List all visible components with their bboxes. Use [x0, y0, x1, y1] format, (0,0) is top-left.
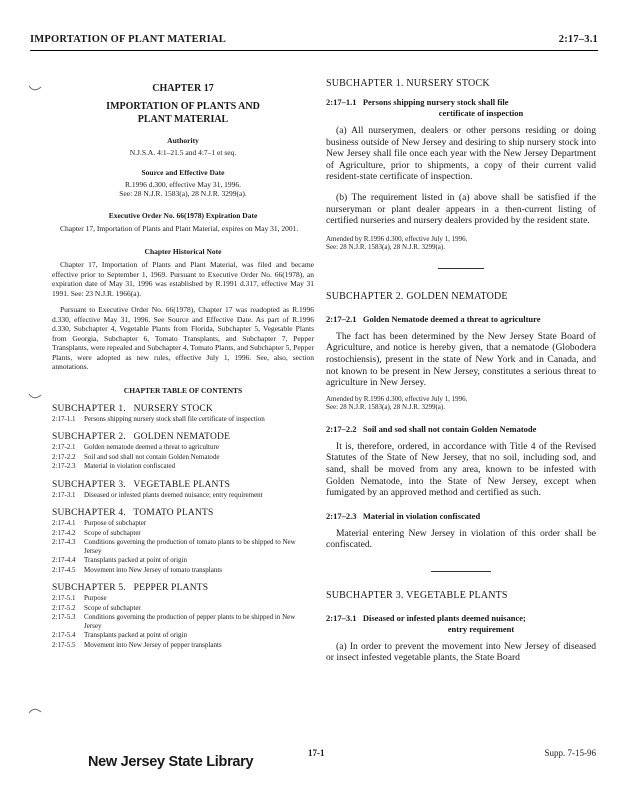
toc-entry	[52, 462, 314, 471]
section-title: Soil and sod shall not contain Golden Nematode	[362, 423, 537, 434]
toc-entry-number: 2:17-2.3	[52, 462, 76, 470]
toc-entry	[52, 538, 314, 555]
section-number: 2:17–3.1	[326, 612, 357, 623]
historical-note-heading: Chapter Historical Note	[144, 247, 222, 256]
toc-entry	[52, 594, 314, 603]
historical-note-p2: Pursuant to Executive Order No. 66(1978), Chapter 17 was readopted as R.1996 d.330, effective May 31, 1996. See Source and Effective Date. As part of R.1996 d.330, Subchapter 4, Vegetable Plants from Florida, Subchapter 5, Vegetable Plants from Georgia, Subchapter 6, Tomato Transplants, and Subchapter 7, Pepper Transplants, were repealed and Subchapter 4, Tomato Plants, and Subchapter 5, Pepper Plants, were adopted as new rules, effective July 1, 1996. See, also, section annotations.	[52, 305, 314, 371]
amendment-line-1: Amended by R.1996 d.300, effective July 1, 1996.	[326, 234, 468, 243]
section-number: 2:17–1.1	[326, 97, 357, 107]
toc-entry-title: Material in violation confiscated	[84, 462, 176, 470]
library-stamp: New Jersey State Library	[88, 754, 254, 770]
section-number: 2:17–2.2	[326, 423, 357, 434]
section-title: Persons shipping nursery stock shall file	[362, 97, 509, 107]
toc-entry-number: 2:17-3.1	[52, 490, 76, 499]
toc-entry-number: 2:17-1.1	[52, 414, 76, 423]
toc-entry	[52, 529, 314, 538]
left-column	[52, 78, 314, 649]
supplement-date: Supp. 7-15-96	[544, 748, 596, 758]
toc-entry-number: 2:17-2.2	[52, 452, 76, 461]
toc-heading: CHAPTER TABLE OF CONTENTS	[123, 385, 243, 395]
toc-entry-number: 2:17-4.1	[52, 519, 76, 527]
toc-entry-title: Persons shipping nursery stock shall file certificate of inspection	[84, 414, 265, 423]
toc-entry-number: 2:17-5.5	[52, 640, 76, 649]
page-number: 17-1	[308, 748, 325, 758]
toc-entry	[52, 631, 314, 640]
binder-mark-icon	[28, 84, 42, 94]
toc-subchapter-heading: SUBCHAPTER 4. TOMATO PLANTS	[52, 508, 214, 518]
section-title-cont: certificate of inspection	[438, 108, 524, 118]
toc-entry	[52, 613, 314, 630]
binder-mark-icon	[28, 706, 42, 716]
toc-subchapter-heading: SUBCHAPTER 3. VEGETABLE PLANTS	[52, 479, 231, 490]
amendment-line-2: See: 28 N.J.R. 1583(a), 28 N.J.R. 3299(a).	[326, 243, 445, 252]
source-text-2: See: 28 N.J.R. 1583(a), 28 N.J.R. 3299(a).	[119, 189, 247, 198]
toc-entry-title: Scope of subchapter	[84, 603, 141, 612]
toc-entry-title: Diseased or infested plants deemed nuisance; entry requirement	[84, 490, 263, 499]
toc-subchapter-heading: SUBCHAPTER 1. NURSERY STOCK	[52, 403, 214, 414]
authority-text: N.J.S.A. 4:1–21.5 and 4:7–1 et seq.	[129, 148, 237, 157]
section-2-17-1-1-a: (a) All nurserymen, dealers or other persons residing or doing business outside of New Jersey and desiring to ship nursery stock into New Jersey shall file once each year with the New Jersey Department of Agriculture, prior to shipments, a copy of their current valid resident-state certificate of inspection.	[326, 125, 596, 183]
toc-entry-number: 2:17-4.2	[52, 528, 76, 537]
historical-note-p1: Chapter 17, Importation of Plants and Plant Material, was filed and became effective prior to September 1, 1969. Pursuant to Executive Order No. 66(1978), an expiration date of May 31, 1996 was established by R.1991 d.317, effective May 31 1991. See: 23 N.J.R. 1966(a).	[52, 260, 314, 298]
toc-entry	[52, 443, 314, 452]
toc-subchapter-heading: SUBCHAPTER 5. PEPPER PLANTS	[52, 583, 209, 593]
authority-heading: Authority	[167, 136, 199, 145]
amendment-note	[326, 235, 596, 252]
section-divider	[431, 571, 491, 572]
header-title: IMPORTATION OF PLANT MATERIAL	[30, 34, 226, 45]
toc-subchapter-heading: SUBCHAPTER 2. GOLDEN NEMATODE	[52, 432, 231, 442]
source-text-1: R.1996 d.300, effective May 31, 1996.	[124, 179, 242, 189]
right-column	[326, 78, 596, 664]
source-heading: Source and Effective Date	[141, 167, 225, 177]
toc-entry-title: Transplants packed at point of origin	[84, 631, 187, 639]
toc-entry-title: Purpose	[84, 594, 107, 602]
toc-entry-number: 2:17-4.3	[52, 538, 76, 546]
section-2-17-2-2-text: It is, therefore, ordered, in accordance with Title 4 of the Revised Statutes of the State of New Jersey, that no soil, including sod, and sand, shall be moved from any area, known to be infested with Golden Nematode, into the State of New Jersey, except when fumigated by an approved method and certified as such.	[326, 440, 596, 499]
toc-entry-title: Golden nematode deemed a threat to agriculture	[84, 443, 219, 451]
toc-entry	[52, 604, 314, 613]
toc-entry-title: Transplants packed at point of origin	[84, 556, 187, 564]
section-2-17-2-3-text: Material entering New Jersey in violation of this order shall be confiscated.	[326, 527, 596, 551]
toc-entry-number: 2:17-4.5	[52, 565, 76, 574]
section-title: Material in violation confiscated	[362, 510, 481, 521]
section-2-17-1-1-heading	[326, 97, 596, 108]
toc-entry	[52, 556, 314, 565]
eo-heading: Executive Order No. 66(1978) Expiration Date	[108, 210, 258, 220]
table-of-contents	[52, 404, 314, 650]
toc-entry	[52, 519, 314, 528]
amendment-line-2: See: 28 N.J.R. 1583(a), 28 N.J.R. 3299(a).	[326, 403, 445, 412]
header-section-range: 2:17–3.1	[558, 34, 598, 45]
toc-entry-title: Conditions governing the production of pepper plants to be shipped in New Jersey	[84, 613, 296, 630]
toc-entry	[52, 453, 314, 462]
subchapter-3-heading: SUBCHAPTER 3. VEGETABLE PLANTS	[326, 589, 508, 601]
toc-entry-number: 2:17-2.1	[52, 443, 76, 451]
section-divider	[438, 268, 484, 269]
toc-entry	[52, 566, 314, 575]
section-title: Golden Nematode deemed a threat to agriculture	[362, 313, 541, 324]
toc-entry-title: Purpose of subchapter	[84, 519, 147, 527]
toc-entry	[52, 641, 314, 650]
toc-entry-number: 2:17-5.3	[52, 613, 76, 621]
toc-entry-title: Conditions governing the production of tomato plants to be shipped to New Jersey	[84, 538, 296, 555]
toc-entry	[52, 415, 314, 424]
section-2-17-2-1-text: The fact has been determined by the New Jersey State Board of Agriculture, and notice is hereby given, that a nematode (Globodera rostochiensis), present in the state of New York and in Canada, and not known to be present in New Jersey, constitutes a serious threat to agriculture in New Jersey.	[326, 330, 596, 389]
toc-entry-number: 2:17-5.2	[52, 603, 76, 612]
section-2-17-2-3-heading	[326, 511, 596, 522]
toc-entry-title: Soil and sod shall not contain Golden Nematode	[84, 452, 220, 461]
section-2-17-3-1-a: (a) In order to prevent the movement into New Jersey of diseased or insect infested vegetable plants, the State Board	[326, 640, 596, 664]
section-2-17-2-1-heading	[326, 314, 596, 325]
toc-entry-number: 2:17-5.1	[52, 594, 76, 602]
subchapter-2-heading: SUBCHAPTER 2. GOLDEN NEMATODE	[326, 290, 508, 302]
toc-entry	[52, 491, 314, 500]
section-2-17-1-1-b: (b) The requirement listed in (a) above shall be satisfied if the nurseryman or plant dealer appears in a then-current listing of certified nurseries and nursery dealers provided by the resident state.	[326, 191, 596, 227]
section-title-cont: entry requirement	[447, 623, 515, 634]
amendment-note	[326, 395, 596, 412]
running-header	[30, 34, 598, 51]
eo-text: Chapter 17, Importation of Plants and Plant Material, expires on May 31, 2001.	[60, 223, 299, 233]
toc-entry-number: 2:17-5.4	[52, 631, 76, 639]
subchapter-1-heading: SUBCHAPTER 1. NURSERY STOCK	[326, 78, 490, 89]
toc-entry-title: Movement into New Jersey of tomato transplants	[84, 565, 223, 574]
chapter-title: IMPORTATION OF PLANTS AND PLANT MATERIAL	[106, 101, 260, 125]
section-number: 2:17–2.1	[326, 313, 357, 324]
section-2-17-3-1-heading	[326, 613, 596, 624]
section-2-17-2-2-heading	[326, 424, 596, 435]
toc-entry-title: Scope of subchapter	[84, 528, 141, 537]
chapter-number: CHAPTER 17	[152, 83, 214, 94]
binder-mark-icon	[28, 392, 42, 402]
section-title: Diseased or infested plants deemed nuisance;	[362, 612, 526, 623]
amendment-line-1: Amended by R.1996 d.300, effective July 1, 1996.	[326, 394, 468, 403]
section-number: 2:17–2.3	[326, 510, 357, 521]
toc-entry-number: 2:17-4.4	[52, 556, 76, 564]
toc-entry-title: Movement into New Jersey of pepper transplants	[84, 640, 222, 649]
